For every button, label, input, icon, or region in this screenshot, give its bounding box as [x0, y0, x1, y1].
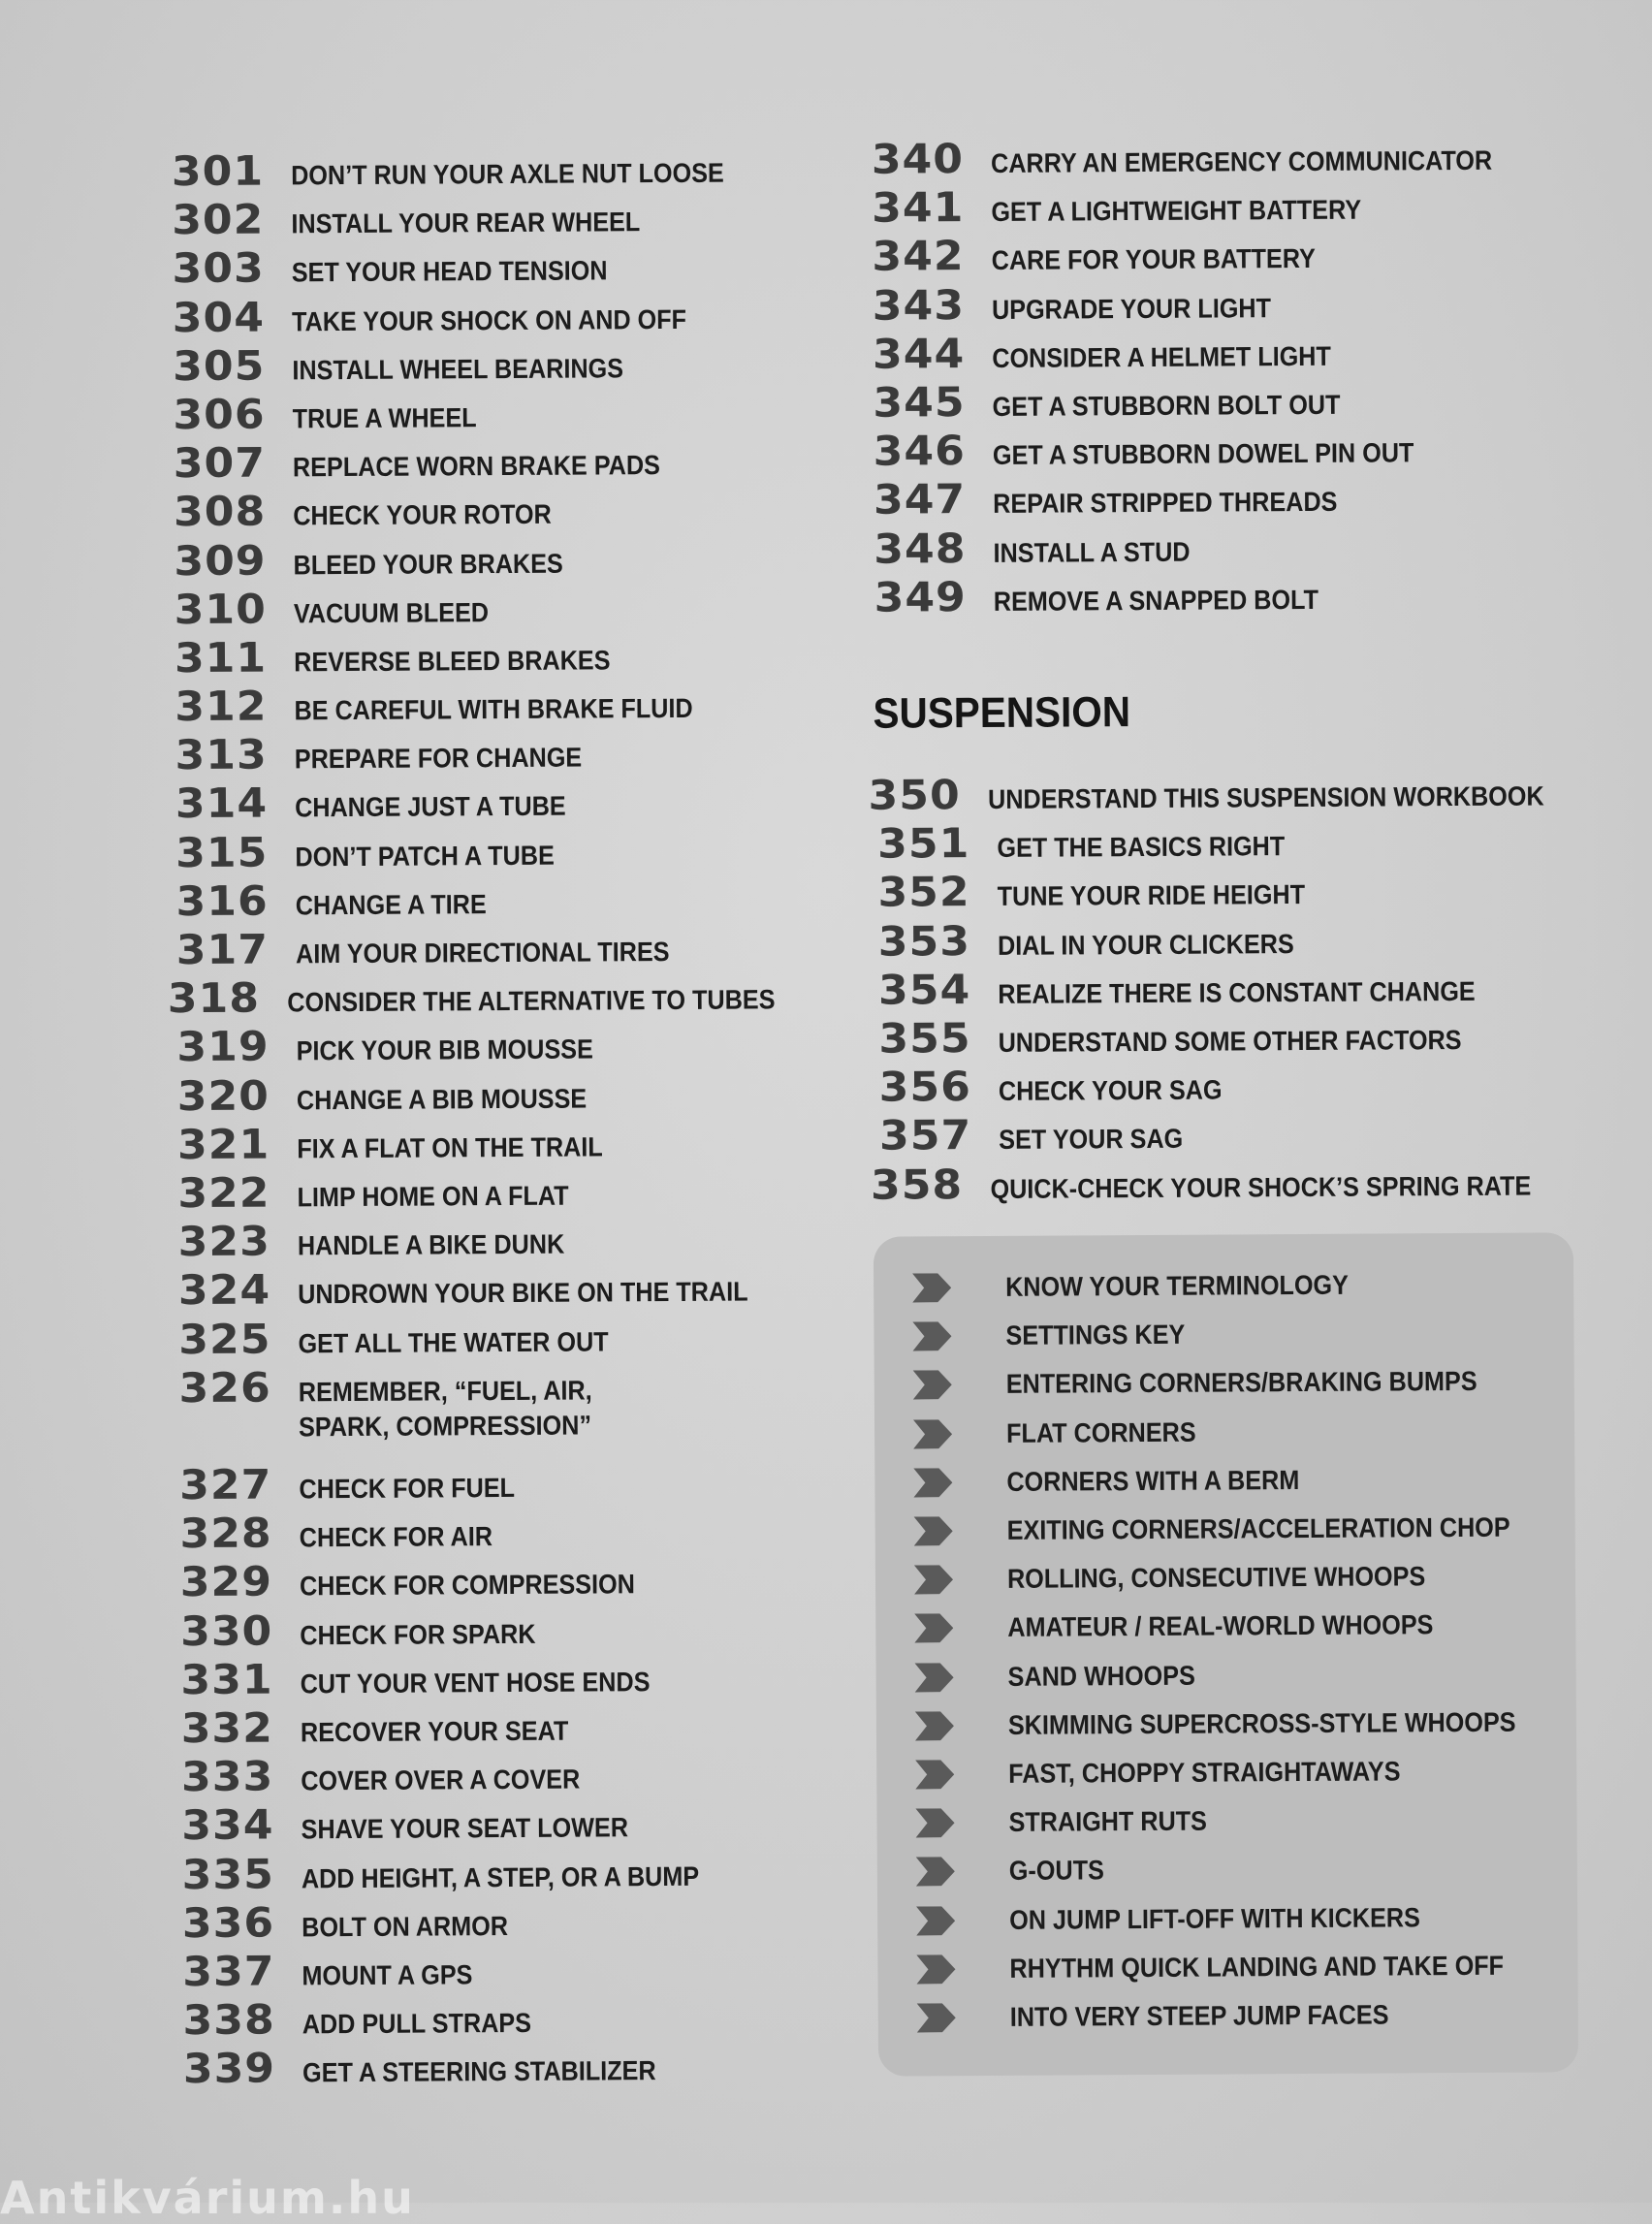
entry-number: 346 — [873, 427, 967, 475]
toc-entry — [874, 962, 1572, 1015]
chevron-right-icon — [916, 1954, 955, 1984]
toc-entry — [175, 1652, 815, 1704]
entry-title: REMOVE A SNAPPED BOLT — [993, 584, 1319, 617]
entry-title: CARE FOR YOUR BATTERY — [991, 243, 1316, 276]
entry-title: CHECK FOR SPARK — [300, 1618, 536, 1650]
toc-entry — [869, 472, 1567, 525]
toc-entry — [868, 277, 1566, 331]
entry-number: 350 — [868, 771, 961, 819]
entry-title: CHANGE A TIRE — [295, 888, 487, 921]
chevron-right-icon — [915, 1808, 954, 1837]
entry-title: SHAVE YOUR SEAT LOWER — [301, 1812, 629, 1845]
workbook-item-label: RHYTHM QUICK LANDING AND TAKE OFF — [1009, 1950, 1505, 1984]
toc-entry — [168, 290, 808, 342]
entry-number: 333 — [180, 1752, 274, 1801]
toc-entry — [870, 569, 1568, 622]
section-title: SUSPENSION — [873, 688, 1131, 738]
workbook-item-label: SAND WHOOPS — [1007, 1660, 1195, 1692]
entry-number: 315 — [175, 828, 269, 876]
workbook-item-label: EXITING CORNERS/ACCELERATION CHOP — [1006, 1511, 1510, 1545]
workbook-item-label: CORNERS WITH A BERM — [1006, 1464, 1300, 1497]
entry-title: LIMP HOME ON A FLAT — [297, 1180, 569, 1213]
entry-number: 314 — [175, 778, 269, 828]
workbook-item — [916, 1892, 1575, 1945]
entry-title: CHECK FOR FUEL — [299, 1473, 516, 1505]
entry-number: 334 — [181, 1800, 274, 1850]
workbook-item-label: FAST, CHOPPY STRAIGHTAWAYS — [1008, 1756, 1401, 1789]
workbook-item — [913, 1406, 1573, 1458]
entry-title: CHECK FOR COMPRESSION — [299, 1569, 635, 1602]
workbook-item — [914, 1601, 1573, 1653]
entry-number: 316 — [175, 876, 269, 925]
toc-entry — [169, 533, 809, 586]
entry-number: 341 — [872, 183, 965, 232]
toc-entry — [171, 777, 810, 829]
entry-title: PICK YOUR BIB MOUSSE — [296, 1033, 593, 1066]
entry-title: BE CAREFUL WITH BRAKE FLUID — [294, 692, 693, 726]
entry-title: UPGRADE YOUR LIGHT — [991, 292, 1272, 325]
workbook-item-label: ENTERING CORNERS/BRAKING BUMPS — [1005, 1366, 1477, 1400]
workbook-item — [913, 1357, 1573, 1410]
toc-entry — [868, 767, 1571, 820]
chevron-right-icon — [915, 1663, 954, 1692]
chevron-right-icon — [917, 2003, 956, 2032]
contents-right-column — [867, 131, 1568, 621]
entry-title: BOLT ON ARMOR — [302, 1910, 509, 1943]
workbook-item-label: SKIMMING SUPERCROSS-STYLE WHOOPS — [1007, 1706, 1516, 1740]
entry-number: 342 — [872, 232, 965, 281]
entry-number: 312 — [175, 682, 268, 731]
entry-number: 332 — [180, 1703, 274, 1753]
entry-title: HANDLE A BIKE DUNK — [297, 1228, 565, 1261]
toc-entry — [874, 1059, 1573, 1112]
entry-title: REPAIR STRIPPED THREADS — [993, 487, 1338, 520]
entry-number: 309 — [174, 536, 267, 585]
toc-entry — [175, 1604, 815, 1656]
entry-title: TRUE A WHEEL — [292, 402, 477, 434]
entry-number: 348 — [874, 524, 967, 573]
entry-title: UNDERSTAND THIS SUSPENSION WORKBOOK — [987, 780, 1544, 814]
workbook-item-label: FLAT CORNERS — [1005, 1416, 1196, 1448]
entry-title: GET A LIGHTWEIGHT BATTERY — [991, 194, 1362, 228]
toc-entry — [174, 1312, 813, 1364]
entry-number: 324 — [177, 1265, 271, 1315]
entry-title: SPARK, COMPRESSION” — [298, 1410, 592, 1443]
entry-number: 347 — [873, 475, 967, 524]
toc-entry — [177, 1847, 817, 1899]
entry-number: 325 — [178, 1315, 271, 1363]
entry-number: 351 — [877, 819, 970, 868]
chevron-right-icon — [915, 1711, 954, 1740]
entry-title: PREPARE FOR CHANGE — [294, 742, 583, 775]
workbook-item-label: STRAIGHT RUTS — [1008, 1805, 1208, 1838]
entry-number: 353 — [877, 916, 971, 966]
chevron-right-icon — [916, 1906, 955, 1935]
watermark: Antikvárium.hu — [0, 2172, 415, 2224]
toc-entry — [874, 1010, 1572, 1064]
toc-entry — [175, 1360, 814, 1413]
entry-number: 336 — [181, 1898, 275, 1947]
entry-title: MOUNT A GPS — [302, 1959, 473, 1991]
entry-number: 349 — [874, 572, 967, 621]
toc-entry — [175, 1555, 815, 1607]
workbook-item — [917, 1989, 1576, 2042]
toc-entry — [169, 435, 809, 488]
workbook-item — [914, 1649, 1573, 1701]
entry-number: 338 — [182, 1995, 275, 2045]
entry-title: VACUUM BLEED — [293, 596, 490, 629]
workbook-item-label: SETTINGS KEY — [1005, 1319, 1186, 1351]
entry-number: 306 — [173, 390, 266, 439]
entry-number: 319 — [176, 1022, 270, 1071]
toc-entry — [867, 131, 1565, 184]
toc-entry — [173, 1117, 812, 1169]
entry-title: GET A STUBBORN DOWEL PIN OUT — [992, 437, 1414, 471]
workbook-item — [915, 1698, 1574, 1750]
chevron-right-icon — [914, 1516, 953, 1545]
toc-entry — [172, 922, 811, 974]
entry-title: FIX A FLAT ON THE TRAIL — [297, 1131, 603, 1164]
entry-number: 354 — [877, 965, 971, 1014]
workbook-item — [913, 1454, 1573, 1507]
toc-entry — [174, 1214, 813, 1266]
toc-entry — [874, 1108, 1573, 1161]
workbook-item-label: AMATEUR / REAL-WORLD WHOOPS — [1007, 1609, 1434, 1643]
workbook-item-label: ON JUMP LIFT-OFF WITH KICKERS — [1009, 1901, 1420, 1935]
entry-number: 358 — [870, 1160, 964, 1209]
toc-entry — [175, 1457, 814, 1509]
workbook-item — [915, 1746, 1574, 1798]
entry-number: 340 — [871, 135, 965, 183]
entry-number: 307 — [173, 438, 267, 488]
toc-entry — [869, 521, 1567, 574]
toc-entry — [173, 1068, 812, 1121]
entry-number: 304 — [172, 293, 266, 341]
toc-entry — [173, 1165, 812, 1218]
entry-title: REVERSE BLEED BRAKES — [294, 645, 611, 678]
entry-number: 329 — [179, 1557, 273, 1606]
entry-title: INSTALL YOUR REAR WHEEL — [291, 207, 641, 239]
toc-entry — [170, 679, 810, 731]
entry-number: 331 — [180, 1655, 273, 1703]
entry-title: RECOVER YOUR SEAT — [300, 1715, 569, 1748]
workbook-item-label: ROLLING, CONSECUTIVE WHOOPS — [1006, 1561, 1426, 1595]
entry-title: GET ALL THE WATER OUT — [298, 1325, 609, 1358]
entry-title: DON’T RUN YOUR AXLE NUT LOOSE — [291, 157, 724, 191]
entry-title: CHECK YOUR SAG — [998, 1074, 1223, 1107]
entry-title: CUT YOUR VENT HOSE ENDS — [300, 1666, 651, 1700]
entry-title: AIM YOUR DIRECTIONAL TIRES — [295, 936, 670, 969]
entry-number: 301 — [171, 146, 265, 196]
entry-title: CHECK FOR AIR — [299, 1521, 493, 1553]
toc-entry — [874, 865, 1572, 918]
entry-number: 330 — [179, 1606, 273, 1655]
entry-number: 303 — [172, 243, 265, 293]
workbook-item — [914, 1551, 1573, 1604]
entry-title: REALIZE THERE IS CONSTANT CHANGE — [998, 975, 1476, 1009]
entry-title: DIAL IN YOUR CLICKERS — [997, 928, 1294, 961]
workbook-item — [916, 1941, 1575, 1993]
entry-title: BLEED YOUR BRAKES — [293, 548, 563, 580]
entry-number: 320 — [176, 1071, 270, 1120]
chevron-right-icon — [913, 1419, 952, 1448]
chevron-right-icon — [914, 1565, 953, 1594]
entry-title: TAKE YOUR SHOCK ON AND OFF — [291, 303, 687, 336]
entry-number: 302 — [172, 195, 265, 244]
entry-title: CHANGE JUST A TUBE — [295, 791, 566, 823]
toc-entry — [178, 2041, 818, 2093]
entry-number: 308 — [173, 487, 267, 536]
entry-number: 344 — [872, 329, 966, 378]
entry-number: 310 — [174, 585, 268, 633]
entry-title: CHANGE A BIB MOUSSE — [296, 1083, 588, 1115]
chevron-right-icon — [912, 1273, 951, 1302]
toc-entry — [874, 913, 1572, 967]
workbook-item — [914, 1503, 1573, 1555]
entry-number: 352 — [877, 868, 970, 917]
entry-number: 317 — [175, 925, 270, 974]
entry-title: UNDERSTAND SOME OTHER FACTORS — [998, 1024, 1462, 1058]
toc-entry — [171, 727, 810, 779]
toc-entry — [172, 874, 811, 926]
entry-title: CONSIDER THE ALTERNATIVE TO TUBES — [286, 984, 776, 1018]
workbook-item-label: KNOW YOUR TERMINOLOGY — [1005, 1269, 1350, 1302]
entry-number: 326 — [178, 1363, 271, 1412]
toc-entry — [169, 387, 809, 439]
entry-title: ADD HEIGHT, A STEP, OR A BUMP — [301, 1860, 700, 1893]
toc-entry — [171, 825, 810, 877]
entry-title: GET A STEERING STABILIZER — [302, 2055, 656, 2088]
toc-entry — [175, 1409, 814, 1461]
entry-title: QUICK-CHECK YOUR SHOCK’S SPRING RATE — [990, 1170, 1532, 1204]
entry-number: 305 — [172, 341, 266, 390]
entry-title: INSTALL WHEEL BEARINGS — [292, 353, 624, 386]
entry-number: 328 — [179, 1509, 272, 1558]
entry-number: 321 — [176, 1120, 270, 1168]
entry-number: 322 — [177, 1168, 270, 1218]
toc-entry — [870, 1157, 1573, 1210]
entry-number: 339 — [182, 2044, 276, 2093]
entry-title: GET THE BASICS RIGHT — [997, 831, 1286, 864]
toc-entry — [175, 1506, 815, 1558]
toc-entry — [168, 240, 808, 293]
entry-number: 343 — [872, 280, 966, 330]
entry-title: SET YOUR HEAD TENSION — [291, 255, 608, 288]
chevron-right-icon — [914, 1614, 953, 1643]
toc-entry — [176, 1797, 816, 1850]
contents-left-column — [167, 143, 818, 2093]
toc-entry — [172, 1019, 811, 1071]
toc-entry — [167, 143, 807, 196]
toc-entry — [176, 1749, 816, 1801]
toc-entry — [170, 582, 810, 634]
entry-title: GET A STUBBORN BOLT OUT — [992, 389, 1341, 422]
toc-entry — [868, 326, 1566, 379]
entry-number: 313 — [175, 730, 268, 779]
entry-number: 318 — [167, 973, 261, 1023]
entry-title: CARRY AN EMERGENCY COMMUNICATOR — [990, 144, 1493, 178]
suspension-list — [868, 767, 1573, 1209]
entry-number: 323 — [177, 1217, 271, 1266]
entry-number: 357 — [878, 1111, 972, 1160]
toc-entry — [174, 1262, 813, 1315]
workbook-item — [915, 1795, 1574, 1847]
chevron-right-icon — [915, 1760, 954, 1789]
entry-title: COVER OVER A COVER — [301, 1763, 581, 1796]
toc-entry — [167, 192, 807, 244]
entry-title: SET YOUR SAG — [999, 1124, 1184, 1156]
toc-entry — [873, 815, 1571, 869]
toc-entry — [167, 970, 811, 1023]
toc-entry — [176, 1700, 816, 1753]
entry-number: 337 — [182, 1947, 275, 1996]
workbook-item-label: INTO VERY STEEP JUMP FACES — [1009, 1999, 1389, 2032]
entry-title: DON’T PATCH A TUBE — [295, 840, 555, 872]
toc-entry — [169, 484, 809, 536]
toc-entry — [868, 374, 1566, 428]
chevron-right-icon — [912, 1321, 951, 1350]
entry-number: 335 — [181, 1850, 275, 1898]
toc-entry — [178, 1992, 818, 2045]
entry-title: ADD PULL STRAPS — [302, 2008, 532, 2040]
entry-title: UNDROWN YOUR BIKE ON THE TRAIL — [298, 1276, 748, 1310]
chevron-right-icon — [916, 1858, 955, 1887]
entry-title: REPLACE WORN BRAKE PADS — [292, 450, 661, 483]
workbook-item — [916, 1844, 1575, 1896]
workbook-item — [912, 1259, 1572, 1312]
entry-title: CONSIDER A HELMET LIGHT — [992, 340, 1331, 373]
entry-title: TUNE YOUR RIDE HEIGHT — [997, 879, 1306, 912]
toc-entry — [868, 229, 1566, 282]
toc-entry — [170, 630, 810, 683]
entry-title: INSTALL A STUD — [993, 536, 1191, 568]
entry-number: 356 — [878, 1063, 972, 1111]
toc-entry — [177, 1895, 817, 1948]
entry-title: REMEMBER, “FUEL, AIR, — [298, 1375, 592, 1408]
toc-entry — [869, 423, 1567, 476]
entry-number — [170, 1436, 271, 1437]
workbook-list — [912, 1259, 1576, 2042]
entry-number: 345 — [873, 378, 966, 427]
toc-entry — [168, 338, 808, 391]
workbook-item — [912, 1308, 1572, 1360]
entry-number: 327 — [179, 1460, 272, 1509]
workbook-item-label: G-OUTS — [1008, 1855, 1104, 1887]
toc-entry — [177, 1944, 817, 1996]
chevron-right-icon — [913, 1371, 952, 1400]
toc-entry — [867, 180, 1565, 234]
entry-number: 311 — [174, 633, 268, 682]
entry-number: 355 — [878, 1014, 971, 1063]
entry-title: CHECK YOUR ROTOR — [293, 499, 552, 531]
chevron-right-icon — [913, 1468, 952, 1497]
